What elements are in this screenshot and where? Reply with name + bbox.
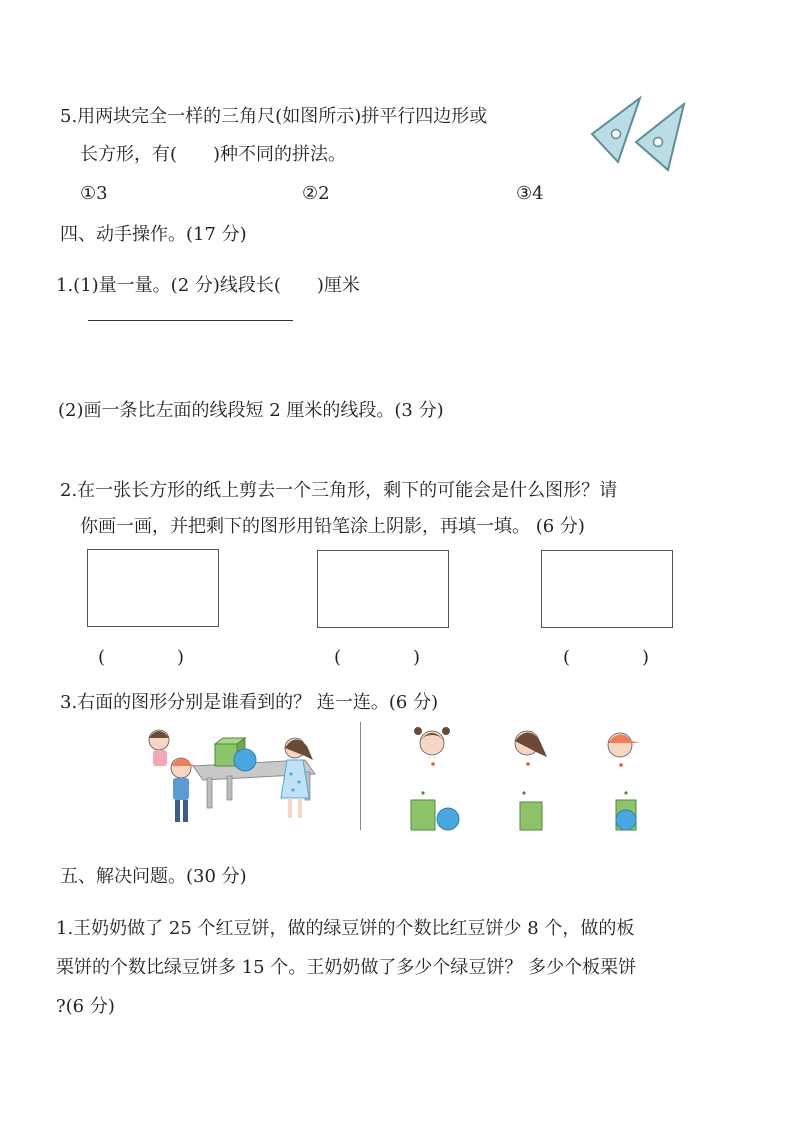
connect-dot-top-1 (431, 762, 435, 766)
paper-rect-3[interactable] (541, 550, 673, 628)
connect-dot-bottom-2 (522, 791, 525, 794)
answer-blank-3[interactable]: ( ) (563, 647, 650, 668)
paper-rect-2[interactable] (317, 550, 449, 628)
q5-line2: 长方形，有( )种不同的拼法。 (80, 144, 347, 165)
kids-scene-illustration (145, 718, 325, 828)
q2-line2: 你画一画，并把剩下的图形用铅笔涂上阴影，再填一填。 (6 分) (80, 516, 585, 537)
q3-text: 3.右面的图形分别是谁看到的？ 连一连。(6 分) (60, 692, 439, 713)
viewer-heads (412, 723, 662, 769)
object-views (408, 790, 670, 834)
q5-option-b[interactable]: ②2 (302, 183, 330, 204)
view-cube-only (520, 802, 542, 830)
section5-title: 五、解决问题。(30 分) (60, 866, 247, 887)
connect-dot-top-3 (619, 763, 623, 767)
viewer-head-girl-2 (515, 731, 547, 757)
section4-title: 四、动手操作。(17 分) (60, 224, 247, 245)
q5-option-a[interactable]: ①3 (80, 183, 108, 204)
measure-line-segment (88, 320, 293, 321)
s5-q1-line1: 1.王奶奶做了 25 个红豆饼，做的绿豆饼的个数比红豆饼少 8 个，做的板 (56, 918, 635, 939)
answer-blank-2[interactable]: ( ) (334, 647, 421, 668)
paper-rect-1[interactable] (87, 549, 219, 627)
q2-line1: 2.在一张长方形的纸上剪去一个三角形，剩下的可能会是什么图形？请 (60, 480, 618, 501)
q1b-text: (2)画一条比左面的线段短 2 厘米的线段。(3 分) (58, 400, 444, 421)
s5-q1-line2: 栗饼的个数比绿豆饼多 15 个。王奶奶做了多少个绿豆饼？ 多少个板栗饼 (56, 957, 637, 978)
section-divider (360, 722, 361, 830)
connect-dot-top-2 (526, 762, 530, 766)
viewer-head-girl-1 (414, 727, 450, 755)
view-cube-sphere-side (411, 800, 459, 830)
s5-q1-line3: ?(6 分) (56, 996, 115, 1017)
view-sphere-front (616, 800, 636, 830)
answer-blank-1[interactable]: ( ) (98, 647, 185, 668)
connect-dot-bottom-3 (624, 791, 627, 794)
q1a-text: 1.(1)量一量。(2 分)线段长( )厘米 (56, 275, 360, 296)
viewer-head-boy (608, 733, 640, 757)
set-square-icon (588, 96, 688, 174)
connect-dot-bottom-1 (421, 791, 424, 794)
set-square-right (636, 104, 684, 170)
q5-option-c[interactable]: ③4 (516, 183, 544, 204)
q5-line1: 5.用两块完全一样的三角尺(如图所示)拼平行四边形或 (60, 106, 488, 127)
